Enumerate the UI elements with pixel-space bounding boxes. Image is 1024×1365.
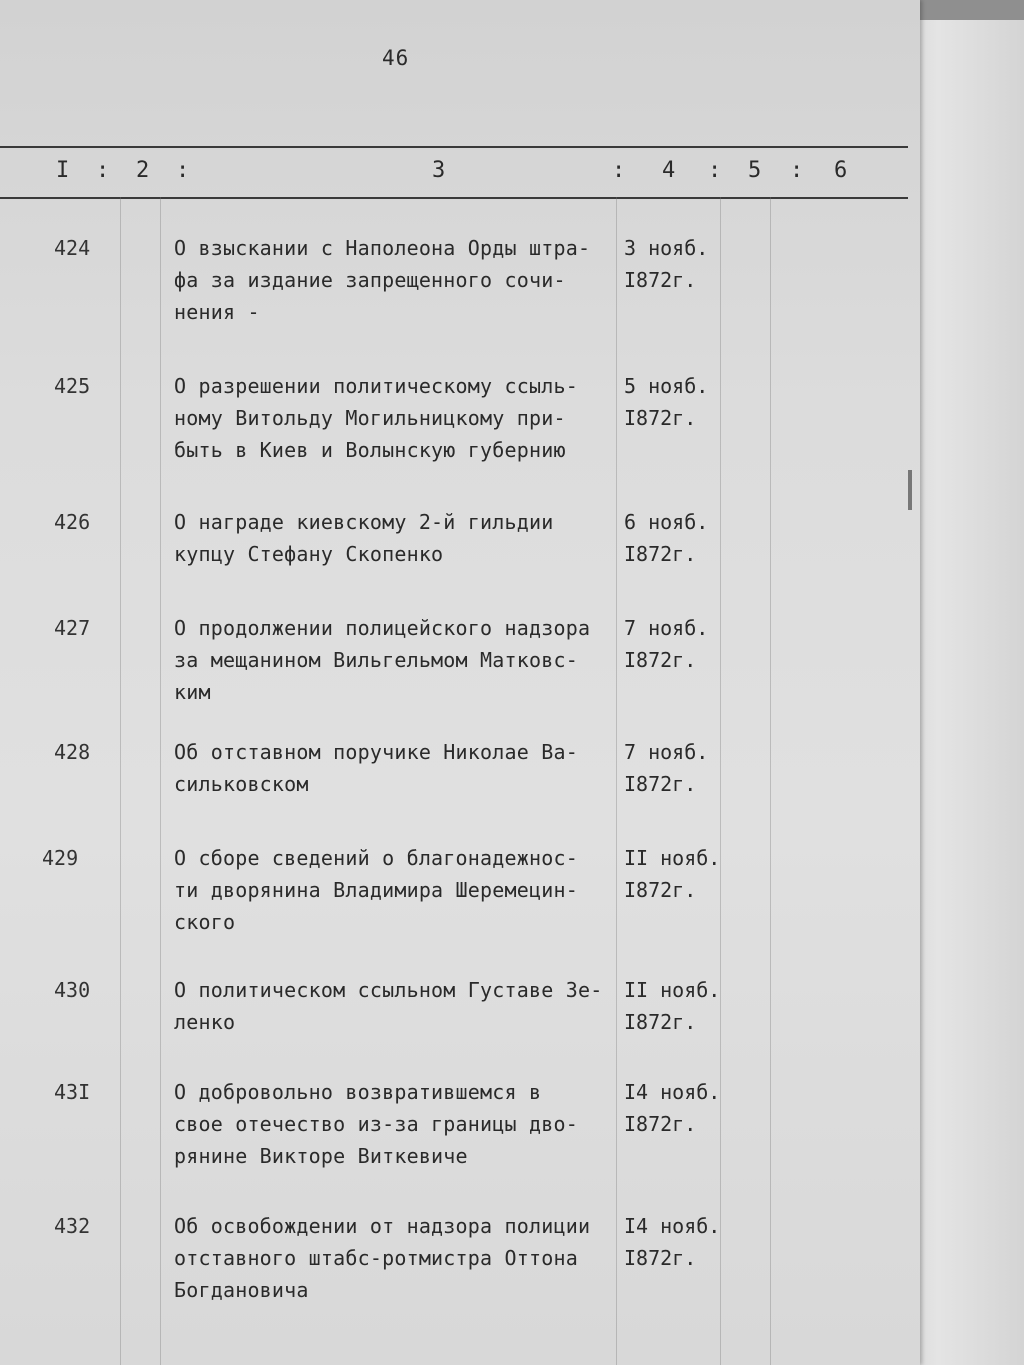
entry-date	[624, 370, 708, 434]
entry-date-year: I872г.	[624, 878, 697, 902]
entry-text-line: сильковском	[174, 772, 309, 796]
entry-text-line: О продолжении полицейского надзора	[174, 616, 591, 640]
entry-text-line: Об отставном поручике Николае Ва-	[174, 740, 578, 764]
entry-text-line: О политическом ссыльном Густаве Зе-	[174, 978, 603, 1002]
column-number-6: 6	[834, 158, 848, 183]
entry-text-line: ленко	[174, 1010, 236, 1034]
entry-date-year: I872г.	[624, 1112, 697, 1136]
entry-text-line: нения -	[174, 300, 260, 324]
entry-description	[174, 370, 614, 466]
page-number: 46	[382, 46, 410, 70]
entry-text-line: отставного штабс-ротмистра Оттона	[174, 1246, 578, 1270]
entry-description	[174, 506, 614, 570]
entry-text-line: быть в Киев и Волынскую губернию	[174, 438, 566, 462]
entry-text-line: свое отечество из-за границы дво-	[174, 1112, 578, 1136]
entry-description	[174, 1076, 614, 1172]
column-divider	[160, 197, 161, 1365]
entry-date-day: 7 нояб.	[624, 740, 709, 764]
column-divider	[120, 197, 121, 1365]
entry-text-line: рянине Викторе Виткевиче	[174, 1144, 468, 1168]
entry-date	[624, 736, 708, 800]
entry-date-day: 7 нояб.	[624, 616, 709, 640]
entry-date-day: I4 нояб.	[624, 1214, 721, 1238]
entry-text-line: купцу Стефану Скопенко	[174, 542, 444, 566]
column-number-1: I	[56, 158, 70, 183]
entry-number: 429	[42, 846, 79, 870]
entry-date-day: 5 нояб.	[624, 374, 709, 398]
entry-date	[624, 232, 708, 296]
column-number-4: 4	[662, 158, 676, 183]
entry-text-line: О сборе сведений о благонадежнос-	[174, 846, 578, 870]
entry-date	[624, 612, 708, 676]
header-rule-top	[0, 146, 908, 148]
entry-number: 428	[54, 740, 91, 764]
entry-number: 430	[54, 978, 91, 1002]
entry-text-line: Богдановича	[174, 1278, 309, 1302]
entry-date-year: I872г.	[624, 1246, 697, 1270]
entry-date-day: 6 нояб.	[624, 510, 709, 534]
entry-date	[624, 1210, 720, 1274]
entry-text-line: ким	[174, 680, 211, 704]
entry-date-year: I872г.	[624, 648, 697, 672]
page-edge-mark	[908, 470, 912, 510]
entry-description	[174, 842, 614, 938]
entry-date	[624, 506, 708, 570]
column-separator: :	[612, 158, 626, 183]
column-separator: :	[708, 158, 722, 183]
entry-description	[174, 974, 614, 1038]
entry-number: 43I	[54, 1080, 91, 1104]
column-divider	[616, 197, 617, 1365]
entry-date-year: I872г.	[624, 406, 697, 430]
entry-date-year: I872г.	[624, 772, 697, 796]
entry-text-line: ному Витольду Могильницкому при-	[174, 406, 566, 430]
entry-description	[174, 736, 614, 800]
entry-number: 427	[54, 616, 91, 640]
entry-date	[624, 974, 720, 1038]
column-separator: :	[790, 158, 804, 183]
entry-text-line: О разрешении политическому ссыль-	[174, 374, 578, 398]
entry-date-day: 3 нояб.	[624, 236, 709, 260]
entry-text-line: ти дворянина Владимира Шеремецин-	[174, 878, 578, 902]
entry-date-year: I872г.	[624, 542, 697, 566]
entry-text-line: О взыскании с Наполеона Орды штра-	[174, 236, 591, 260]
entry-description	[174, 1210, 614, 1306]
entry-date	[624, 1076, 720, 1140]
column-divider	[720, 197, 721, 1365]
entry-text-line: за мещанином Вильгельмом Матковс-	[174, 648, 578, 672]
column-number-3: 3	[432, 158, 446, 183]
entry-text-line: ского	[174, 910, 236, 934]
entry-date-day: II нояб.	[624, 846, 721, 870]
entry-date	[624, 842, 720, 906]
column-number-5: 5	[748, 158, 762, 183]
entry-date-year: I872г.	[624, 1010, 697, 1034]
entry-number: 432	[54, 1214, 91, 1238]
entry-date-year: I872г.	[624, 268, 697, 292]
column-divider	[770, 197, 771, 1365]
entry-date-day: II нояб.	[624, 978, 721, 1002]
column-separator: :	[176, 158, 190, 183]
header-rule-bottom	[0, 197, 908, 199]
entry-text-line: О добровольно возвратившемся в	[174, 1080, 542, 1104]
entry-text-line: О награде киевскому 2-й гильдии	[174, 510, 554, 534]
column-number-2: 2	[136, 158, 150, 183]
entry-text-line: Об освобождении от надзора полиции	[174, 1214, 591, 1238]
entry-number: 424	[54, 236, 91, 260]
entry-text-line: фа за издание запрещенного сочи-	[174, 268, 566, 292]
column-separator: :	[96, 158, 110, 183]
entry-date-day: I4 нояб.	[624, 1080, 721, 1104]
entry-description	[174, 232, 614, 328]
entry-description	[174, 612, 614, 708]
entry-number: 425	[54, 374, 91, 398]
entry-number: 426	[54, 510, 91, 534]
